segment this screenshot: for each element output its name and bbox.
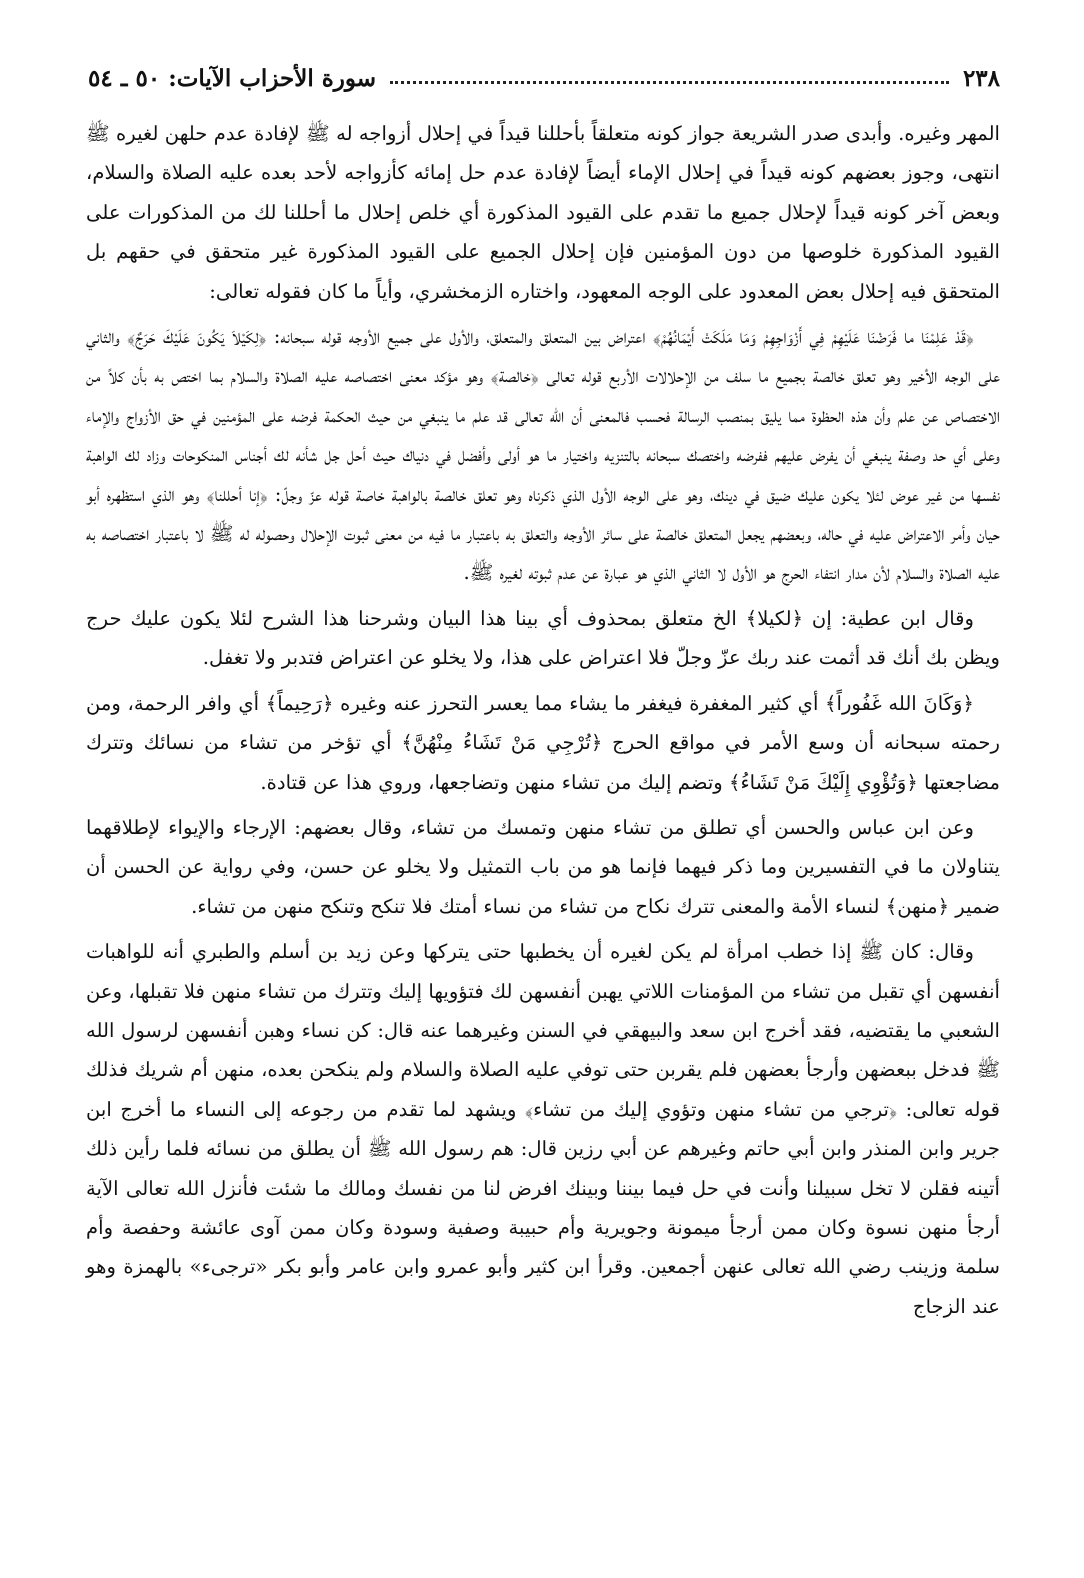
paragraph: وقال: كان ﷺ إذا خطب امرأة لم يكن لغيره أن يخطبها حتى يتركها وعن زيد بن أسلم والطبري أنه للواهبات أنفسهن أي تقبل من تشاء من المؤمنات اللاتي يهبن أنفسهن لك فتؤويها إليك وتترك من تشاء منهن فلا تقبلها، وعن الشعبي ما يقتضيه، فقد أخرج ابن سعد والبيهقي في السنن وغيرهما عنه قال: كن نساء وهبن أنفسهن لرسول الله ﷺ فدخل ببعضهن وأرجأ بعضهن فلم يقربن حتى توفي عليه الصلاة والسلام ولم ينكحن بعده، منهن أم شريك فذلك قوله تعالى: ﴿ترجي من تشاء منهن وتؤوي إليك من تشاء﴾ ويشهد لما تقدم من رجوعه إلى النساء ما أخرج ابن جرير وابن المنذر وابن أبي حاتم وغيرهم عن أبي رزين قال: هم رسول الله ﷺ أن يطلق من نسائه فلما رأين ذلك أتينه فقلن لا تخل سبيلنا وأنت في حل فيما بيننا وبينك افرض لنا من نفسك ومالك ما شئت فأنزل الله تعالى الآية أرجأ منهن نسوة وكان ممن أرجأ ميمونة وجويرية وأم حبيبة وصفية وسودة وكان ممن آوى عائشة وحفصة وأم سلمة وزينب رضي الله تعالى عنهن أجمعين. وقرأ ابن كثير وأبو عمرو وابن عامر وأبو بكر «ترجىء» بالهمزة وهو عند الزجاج — [86, 940, 1000, 1318]
paragraph: وقال ابن عطية: إن ﴿لكيلا﴾ الخ متعلق بمحذوف أي بينا هذا البيان وشرحنا هذا الشرح لئلا يكون عليك حرج ويظن بك أنك قد أثمت عند ربك عزّ وجلّ فلا اعتراض على هذا، ولا يخلو عن اعتراض فتدبر ولا تغفل. — [86, 606, 1000, 670]
header-dotted-leader — [390, 81, 949, 84]
page-number: ٢٣٨ — [962, 64, 1000, 92]
paragraph: ﴿قَدْ عَلِمْنَا ما فَرَضْنَا عَلَيْهِمْ فِي أَزْوَاجِهِمْ وَمَا مَلَكَتْ أَيْمَانُهُمْ﴾ اعتراض بين المتعلق والمتعلق، والأول على جميع الأوجه قوله سبحانه: ﴿لِكَيْلاَ يَكُونَ عَلَيْكَ حَرَجٌ﴾ والثاني على الوجه الأخير وهو تعلق خالصة بجميع ما سلف من الإحلالات الأربع قوله تعالى ﴿خالصة﴾ وهو مؤكد معنى اختصاصه عليه الصلاة والسلام بما اختص به بأن كلاً من الاختصاص عن علم وأن هذه الحظوة مما يليق بمنصب الرسالة فحسب فالمعنى أن الله تعالى قد علم ما ينبغي من حيث الحكمة فرضه على المؤمنين في حق الأزواج والإماء وعلى أي حد وصفة ينبغي أن يفرض عليهم ففرضه واختصك سبحانه بالتنزيه واختيار ما هو أولى وأفضل في دنياك حيث أحل جل شأنه لك أجناس المنكوحات وزاد لك الواهبة نفسها من غير عوض لئلا يكون عليك ضيق في دينك، وهو على الوجه الأول الذي ذكرناه وهو تعلق خالصة بالواهبة خاصة قوله عزّ وجلّ: ﴿إنا أحللنا﴾ وهو الذي استظهره أبو حيان وأمر الاعتراض عليه في حاله، وبعضهم يجعل المتعلق خالصة على سائر الأوجه والتعلق به باعتبار ما فيه من معنى ثبوت الإحلال وحصوله له ﷺ لا باعتبار اختصاصه به عليه الصلاة والسلام لأن مدار انتفاء الحرج هو الأول لا الثاني الذي هو عبارة عن عدم ثبوته لغيره ﷺ. — [86, 325, 1000, 585]
paragraph: وعن ابن عباس والحسن أي تطلق من تشاء منهن وتمسك من تشاء، وقال بعضهم: الإرجاء والإيواء لإطلاقهما يتناولان ما في التفسيرين وما ذكر فيهما فإنما هو من باب التمثيل ولا يخلو عن حسن، وفي رواية عن الحسن أن ضمير ﴿منهن﴾ لنساء الأمة والمعنى تترك نكاح من تشاء من نساء أمتك فلا تنكح وتنكح منهن من تشاء. — [86, 815, 1000, 918]
running-title: سورة الأحزاب الآيات: ٥٠ ـ ٥٤ — [88, 64, 377, 92]
page-body — [86, 114, 1000, 1332]
page-header — [88, 58, 1000, 98]
running-header — [88, 65, 1000, 92]
paragraph: ﴿وَكَانَ الله غَفُوراً﴾ أي كثير المغفرة فيغفر ما يشاء مما يعسر التحرز عنه وغيره ﴿رَحِيماً﴾ أي وافر الرحمة، ومن رحمته سبحانه أن وسع الأمر في مواقع الحرج ﴿تُرْجِي مَنْ تَشَاءُ مِنْهُنَّ﴾ أي تؤخر من تشاء من نسائك وتترك مضاجعتها ﴿وَتُؤْوِي إِلَيْكَ مَنْ تَشَاءُ﴾ وتضم إليك من تشاء منهن وتضاجعها، وروي هذا عن قتادة. — [86, 691, 1000, 794]
paragraph: المهر وغيره. وأبدى صدر الشريعة جواز كونه متعلقاً بأحللنا قيداً في إحلال أزواجه له ﷺ لإفادة عدم حلهن لغيره ﷺ انتهى، وجوز بعضهم كونه قيداً في إحلال الإماء أيضاً لإفادة عدم حل إمائه كأزواجه لأحد بعده عليه الصلاة والسلام، وبعض آخر كونه قيداً لإحلال جميع ما تقدم على القيود المذكورة أي خلص إحلال ما أحللنا لك من المذكورات على القيود المذكورة خلوصها من دون المؤمنين فإن إحلال الجميع على القيود المذكورة غير متحقق في حقهم بل المتحقق فيه إحلال بعض المعدود على الوجه المعهود، واختاره الزمخشري، وأياً ما كان فقوله تعالى: — [86, 122, 1000, 303]
